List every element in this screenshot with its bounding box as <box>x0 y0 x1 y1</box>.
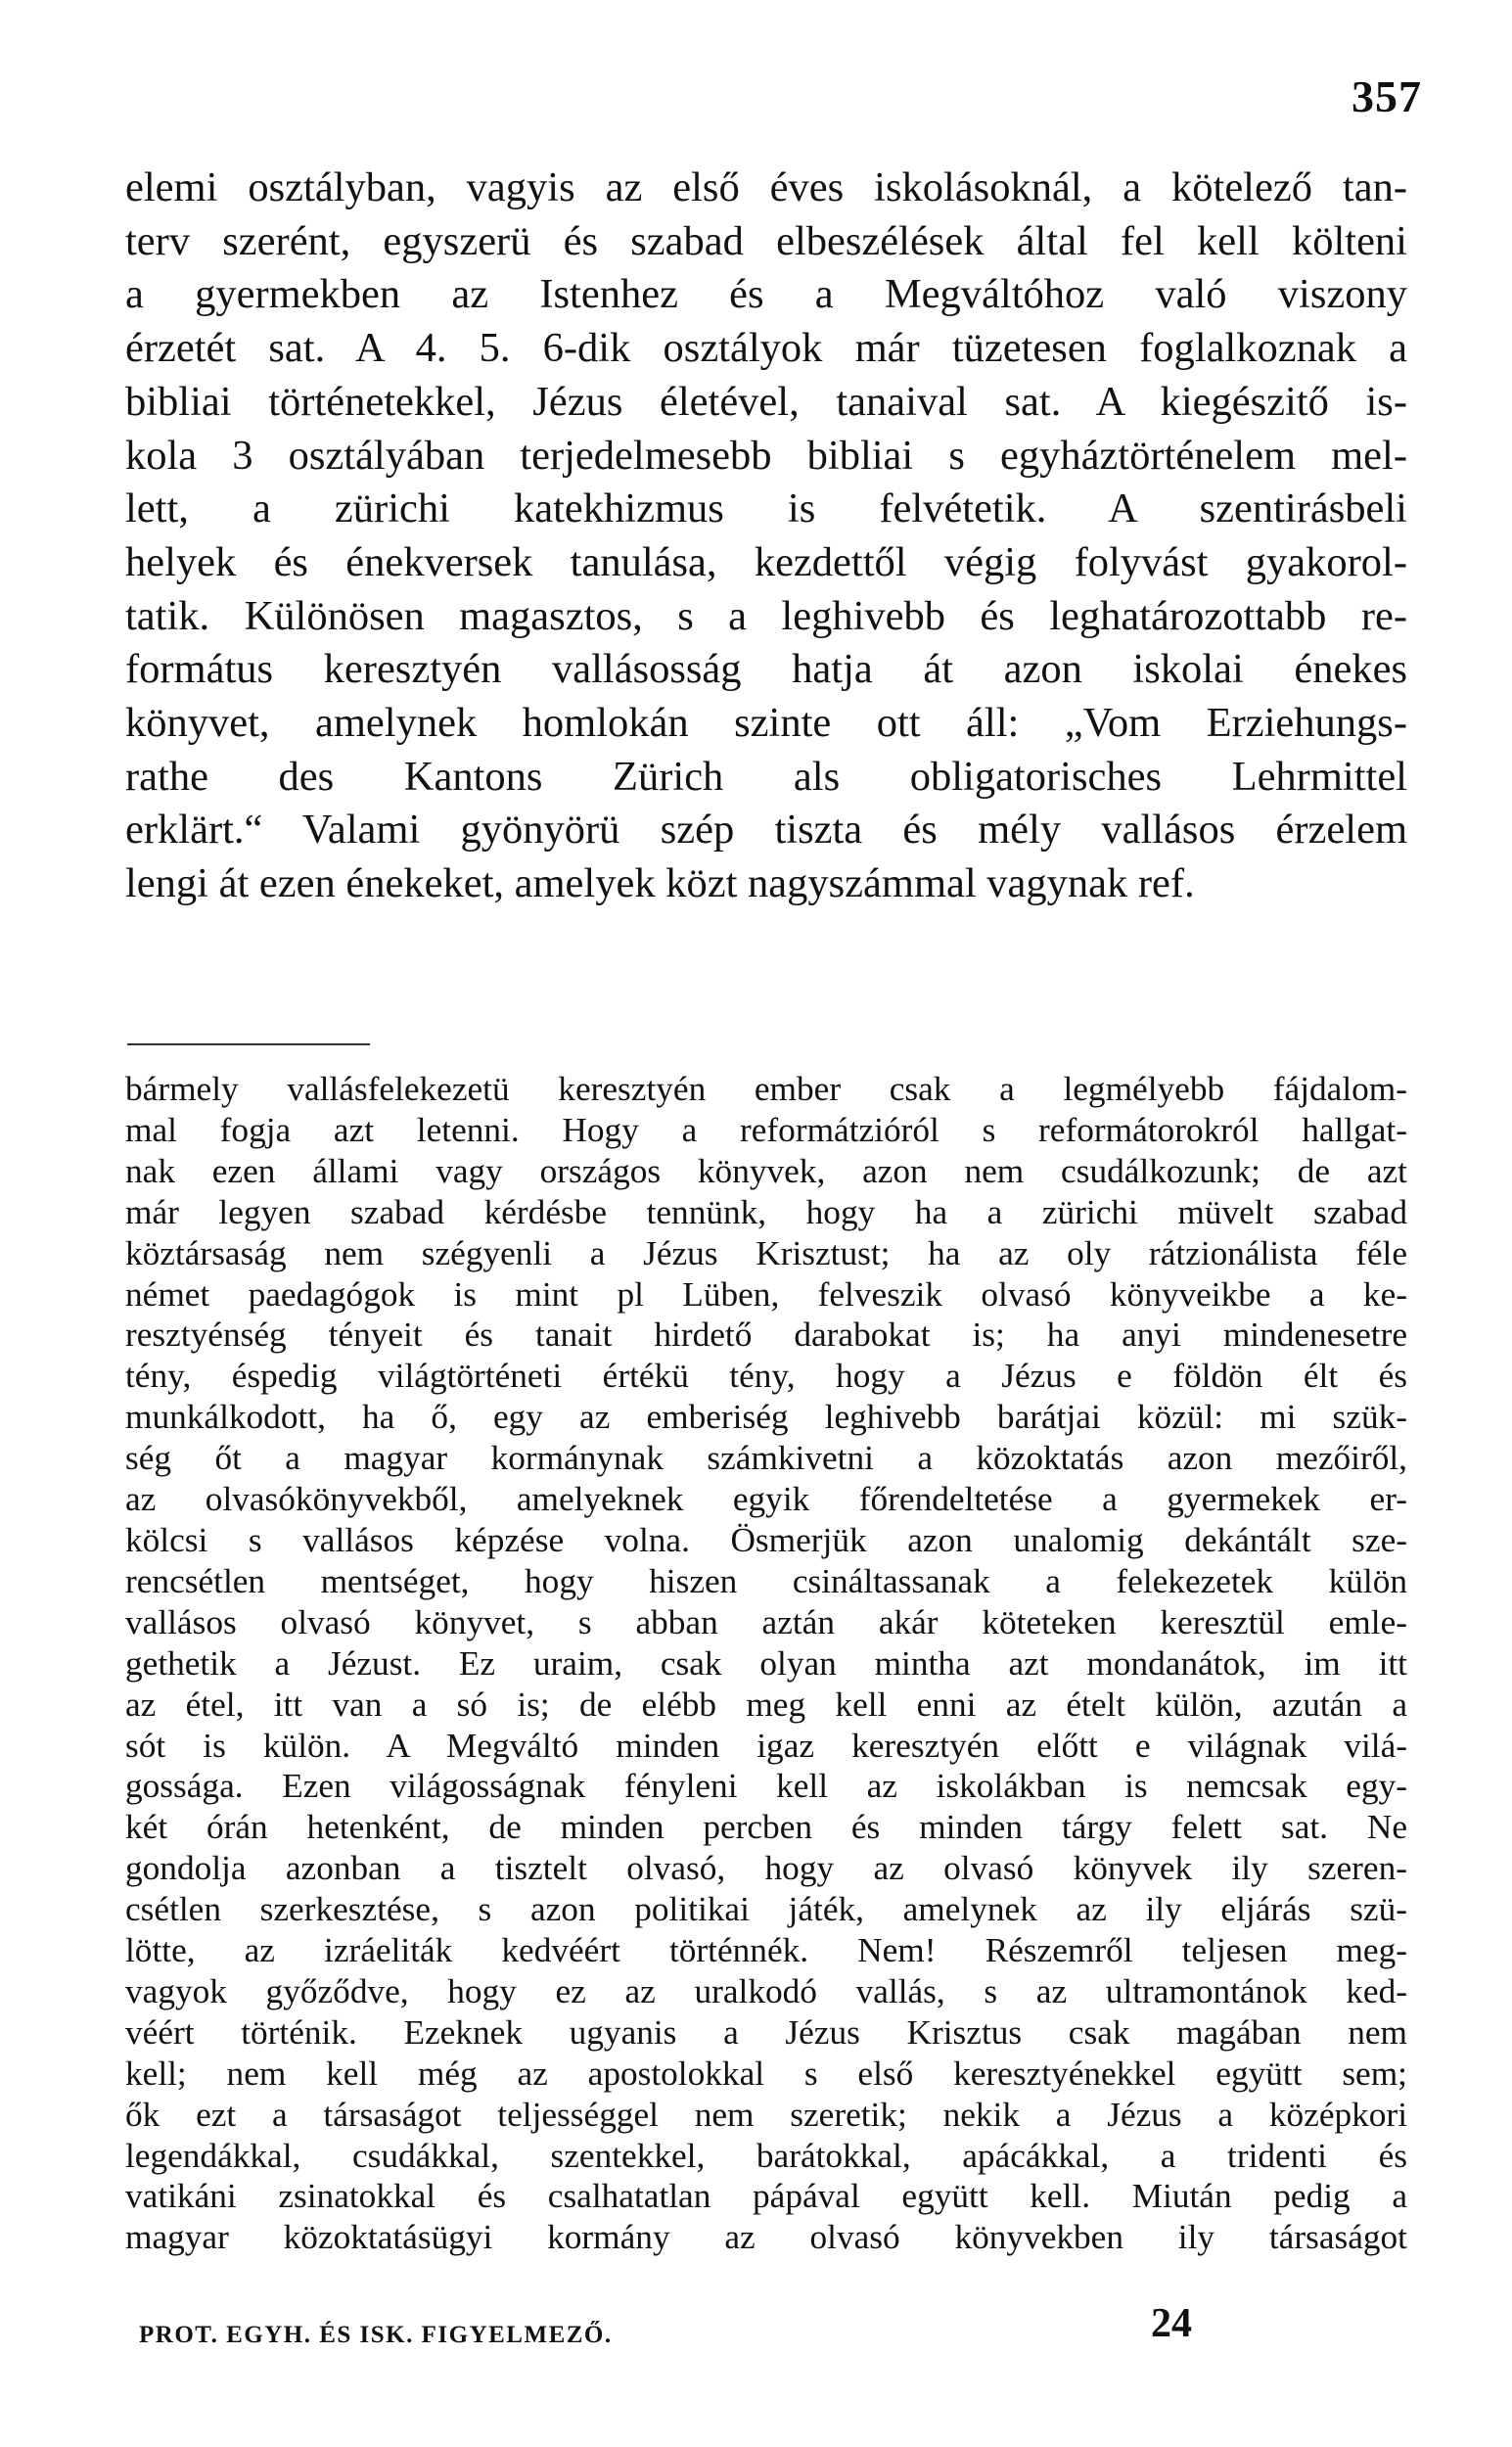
main-line: a gyermekben az Istenhez és a Megváltóhoz való viszony <box>125 271 1407 318</box>
footnote-line: német paedagógok is mint pl Lüben, felveszik olvasó könyveikbe a ke- <box>125 1274 1407 1314</box>
footnote-line: már legyen szabad kérdésbe tennünk, hogy ha a zürichi müvelt szabad <box>125 1192 1407 1231</box>
main-line: érzetét sat. A 4. 5. 6-dik osztályok már tüzetesen foglalkoznak a <box>125 325 1407 372</box>
footnote-line: tény, éspedig világtörténeti értékü tény, hogy a Jézus e földön élt és <box>125 1357 1407 1396</box>
main-line: bibliai történetekkel, Jézus életével, tanaival sat. A kiegészitő is- <box>125 378 1407 425</box>
main-line: erklärt.“ Valami gyönyörü szép tiszta és mély vallásos érzelem <box>125 807 1407 854</box>
footnote-line: csétlen szerkesztése, s azon politikai játék, amelynek az ily eljárás szü- <box>125 1890 1407 1929</box>
footnote-line: vallásos olvasó könyvet, s abban aztán akár köteteken keresztül emle- <box>125 1602 1407 1641</box>
footnote-line: gossága. Ezen világosságnak fényleni kell az iskolákban is nemcsak egy- <box>125 1767 1407 1806</box>
page-number: 357 <box>1352 71 1422 121</box>
footnote-line: lötte, az izráeliták kedvéért történnék. Nem! Részemről teljesen meg- <box>125 1931 1407 1970</box>
main-line: tatik. Különösen magasztos, s a leghivebb és leghatározottabb re- <box>125 592 1407 639</box>
footnote-text <box>125 1069 1407 2258</box>
footnote-line: véért történik. Ezeknek ugyanis a Jézus Krisztus csak magában nem <box>125 2012 1407 2052</box>
footnote-line: az olvasókönyvekből, amelyeknek egyik főrendeltetése a gyermekek er- <box>125 1480 1407 1519</box>
footnote-line: nak ezen állami vagy országos könyvek, azon nem csudálkozunk; de azt <box>125 1151 1407 1190</box>
footnote-line: kölcsi s vallásos képzése volna. Ösmerjük azon unalomig dekántált sze- <box>125 1520 1407 1559</box>
footnote-line: az étel, itt van a só is; de elébb meg kell enni az ételt külön, azután a <box>125 1685 1407 1724</box>
footnote-line: resztyénség tényeit és tanait hirdető darabokat is; ha anyi mindenesetre <box>125 1316 1407 1355</box>
main-text <box>125 162 1407 911</box>
footnote-line: ők ezt a társaságot teljességgel nem szeretik; nekik a Jézus a középkori <box>125 2095 1407 2134</box>
footnote-line: bármely vallásfelekezetü keresztyén ember csak a legmélyebb fájdalom- <box>125 1070 1407 1108</box>
footnote-line: ség őt a magyar kormánynak számkivetni a közoktatás azon mezőiről, <box>125 1439 1407 1478</box>
main-line: terv szerént, egyszerü és szabad elbeszélések által fel kell költeni <box>125 217 1407 264</box>
main-line: kola 3 osztályában terjedelmesebb bibliai s egyháztörténelem mel- <box>125 432 1407 479</box>
main-line: elemi osztályban, vagyis az első éves iskolásoknál, a kötelező tan- <box>125 164 1407 210</box>
main-line: lett, a zürichi katekhizmus is felvétetik. A szentirásbeli <box>125 485 1407 532</box>
footnote-line: mal fogja azt letenni. Hogy a reformátzióról s reformátorokról hallgat- <box>125 1110 1407 1149</box>
footnote-line: kell; nem kell még az apostolokkal s első keresztyénekkel együtt sem; <box>125 2054 1407 2093</box>
footnote-line: két órán hetenként, de minden percben és minden tárgy felett sat. Ne <box>125 1808 1407 1847</box>
footnote-line: legendákkal, csudákkal, szentekkel, barátokkal, apácákkal, a tridenti és <box>125 2136 1407 2175</box>
journal-signature: PROT. EGYH. ÉS ISK. FIGYELMEZŐ. <box>139 2322 613 2348</box>
main-line: formátus keresztyén vallásosság hatja át azon iskolai énekes <box>125 646 1407 693</box>
footnote-line: vatikáni zsinatokkal és csalhatatlan pápával együtt kell. Miután pedig a <box>125 2177 1407 2216</box>
main-line: helyek és énekversek tanulása, kezdettől végig folyvást gyakorol- <box>125 538 1407 585</box>
main-line: könyvet, amelynek homlokán szinte ott áll: „Vom Erziehungs- <box>125 700 1407 747</box>
footnote-divider <box>127 1043 370 1045</box>
signature-number: 24 <box>1151 2301 1192 2346</box>
footnote-line: köztársaság nem szégyenli a Jézus Krisztust; ha az oly rátzionálista féle <box>125 1233 1407 1272</box>
footnote-line: rencsétlen mentséget, hogy hiszen csináltassanak a felekezetek külön <box>125 1561 1407 1600</box>
footnote-line: munkálkodott, ha ő, egy az emberiség leghivebb barátjai közül: mi szük- <box>125 1398 1407 1437</box>
footnote-line: gondolja azonban a tisztelt olvasó, hogy az olvasó könyvek ily szeren- <box>125 1849 1407 1888</box>
main-line: rathe des Kantons Zürich als obligatorisches Lehrmittel <box>125 753 1407 800</box>
footnote-line: sót is külön. A Megváltó minden igaz keresztyén előtt e világnak vilá- <box>125 1726 1407 1765</box>
footnote-line: gethetik a Jézust. Ez uraim, csak olyan mintha azt mondanátok, im itt <box>125 1643 1407 1683</box>
main-line: lengi át ezen énekeket, amelyek közt nagyszámmal vagynak ref. <box>125 860 1195 907</box>
footnote-line: vagyok győződve, hogy ez az uralkodó vallás, s az ultramontánok ked- <box>125 1971 1407 2010</box>
footnote-line: magyar közoktatásügyi kormány az olvasó könyvekben ily társaságot <box>125 2218 1407 2257</box>
